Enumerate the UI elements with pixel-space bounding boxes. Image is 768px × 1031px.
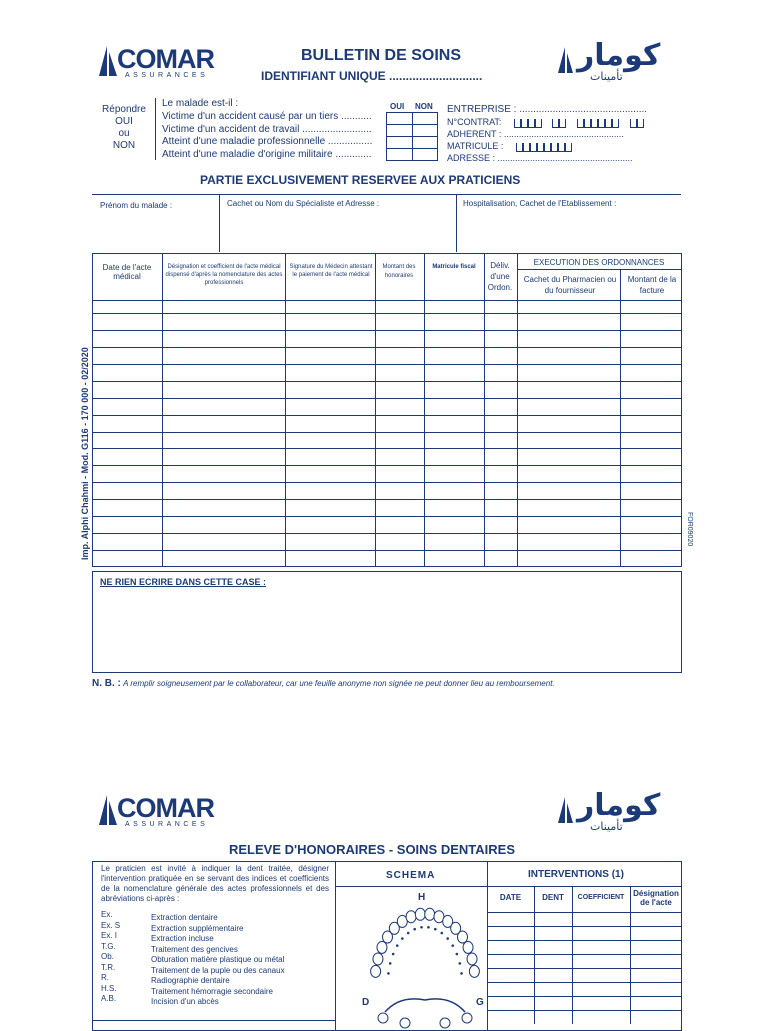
entreprise-field[interactable]: ENTREPRISE : .............................................. — [447, 104, 648, 115]
header-date: Date de l'acte médical — [102, 263, 152, 281]
tooth-number-dot — [456, 953, 459, 956]
tooth-icon[interactable] — [378, 1013, 388, 1023]
schema-d: D — [362, 997, 370, 1008]
checkbox-oui[interactable] — [387, 113, 413, 125]
cachet-label: Cachet ou Nom du Spécialiste et Adresse : — [227, 199, 380, 208]
prenom-label: Prénom du malade : — [100, 201, 173, 210]
column-divider — [572, 886, 573, 1024]
question-item: Atteint d'une maladie d'origine militaire ............. — [162, 148, 372, 160]
tooth-icon[interactable] — [458, 931, 468, 943]
header-designation: Désignation et coefficient de l'acte médical dispensé d'après la nomenclature des actes professionnels — [165, 264, 283, 286]
table-row[interactable] — [92, 465, 682, 466]
sail-icon — [95, 44, 119, 78]
checkbox-non[interactable] — [412, 149, 438, 161]
abbreviation-labels — [151, 913, 285, 1008]
table-row[interactable] — [487, 996, 682, 997]
abbr-code: R. — [101, 973, 109, 982]
abbr-label: Incision d'un abcès — [151, 997, 219, 1006]
header-montant-facture: Montant de la facture — [627, 275, 677, 295]
column-divider — [620, 269, 621, 567]
respond-ou: ou — [118, 128, 130, 139]
abbr-label: Radiographie dentaire — [151, 976, 230, 985]
tooth-number-dot — [401, 937, 404, 940]
respond-non: NON — [112, 140, 136, 151]
contrat-row — [447, 116, 647, 128]
header-divider — [517, 269, 682, 270]
identifier-field[interactable]: IDENTIFIANT UNIQUE ............................ — [261, 69, 483, 83]
header-montant: Montant des honoraires — [382, 264, 416, 279]
tooth-number-dot — [451, 944, 454, 947]
adresse-field[interactable]: ADRESSE : ...................................................... — [447, 153, 633, 163]
brand-subtitle: ASSURANCES — [125, 72, 209, 79]
checkbox-oui[interactable] — [387, 137, 413, 149]
interventions-col-header: Désignation de l'acte — [633, 889, 679, 907]
question-item: Victime d'un accident causé par un tiers ........... — [162, 111, 372, 122]
divider — [92, 194, 681, 195]
col-non: NON — [415, 102, 433, 111]
brand-arabic-name: كومار — [577, 788, 661, 823]
schema-h: H — [418, 892, 426, 903]
interventions-grid — [487, 886, 682, 1024]
tooth-icon[interactable] — [463, 941, 473, 953]
comar-logo — [95, 793, 225, 833]
tooth-icon[interactable] — [377, 941, 387, 953]
arabic-logo — [555, 790, 675, 840]
column-divider — [375, 253, 376, 567]
column-divider — [484, 253, 485, 567]
tooth-icon[interactable] — [467, 953, 477, 965]
header-signature: Signature du Médecin attestant le paiement de l'acte médical — [289, 264, 373, 278]
table-row[interactable] — [487, 1010, 682, 1011]
page-title: BULLETIN DE SOINS — [301, 47, 462, 64]
interventions-col-header: DATE — [499, 893, 522, 902]
respond-oui: OUI — [115, 116, 133, 127]
abbr-label: Traitement hémorragie secondaire — [151, 986, 273, 996]
tooth-number-dot — [407, 932, 410, 935]
column-divider — [517, 253, 518, 567]
divider — [92, 1020, 335, 1021]
column-divider — [534, 886, 535, 1024]
tooth-number-dot — [459, 962, 462, 965]
divider — [456, 194, 457, 252]
table-row[interactable] — [92, 432, 682, 433]
tooth-number-dot — [460, 972, 463, 975]
form-code: FOR09020 — [686, 512, 693, 547]
acts-table — [92, 253, 682, 567]
table-row[interactable] — [487, 940, 682, 941]
column-divider — [424, 253, 425, 567]
tooth-number-dot — [420, 926, 423, 929]
tooth-number-dot — [387, 972, 390, 975]
note-label: N. B. : — [92, 678, 121, 689]
abbr-code: Ex. S — [101, 920, 121, 930]
dental-title: RELEVE D'HONORAIRES - SOINS DENTAIRES — [229, 842, 515, 857]
divider — [219, 194, 220, 252]
question-item: Victime d'un accident de travail ......................... — [162, 123, 372, 135]
tooth-number-dot — [427, 926, 430, 929]
tooth-number-dot — [389, 962, 392, 965]
table-row[interactable] — [487, 926, 682, 927]
header-divider — [92, 313, 682, 314]
header-cachet-pharmacien: Cachet du Pharmacien ou du fournisseur — [523, 275, 617, 295]
table-row[interactable] — [92, 533, 682, 534]
interventions-col-header: DENT — [542, 893, 564, 902]
no-write-label: NE RIEN ECRIRE DANS CETTE CASE : — [100, 577, 267, 587]
brand-name: COMAR — [117, 793, 214, 823]
table-row[interactable] — [92, 499, 682, 500]
column-divider — [285, 253, 286, 567]
checkbox-oui[interactable] — [387, 125, 413, 137]
respond-text: Répondre — [102, 104, 146, 115]
brand-name: COMAR — [117, 44, 214, 74]
oui-non-grid — [386, 112, 438, 161]
table-row[interactable] — [487, 968, 682, 969]
table-row[interactable] — [487, 954, 682, 955]
table-row[interactable] — [487, 982, 682, 983]
contrat-label: N°CONTRAT: — [447, 117, 502, 127]
sail-icon — [555, 45, 575, 75]
checkbox-oui[interactable] — [387, 149, 413, 161]
header-deliv: Déliv. d'une Ordon. — [487, 261, 513, 292]
table-row[interactable] — [92, 330, 682, 331]
company-info — [447, 104, 647, 164]
col-oui: OUI — [390, 102, 405, 111]
tooth-icon[interactable] — [371, 965, 381, 977]
header-execution: EXECUTION DES ORDONNANCES — [533, 258, 665, 267]
note-text: A remplir soigneusement par le collaborateur, car une feuille anonyme non signée ne peut donner lieu au remboursement. — [123, 679, 555, 688]
abbr-label: Extraction dentaire — [151, 913, 218, 922]
table-row[interactable] — [92, 347, 682, 348]
tooth-icon[interactable] — [373, 953, 383, 965]
abbr-code: T.R. — [101, 962, 116, 972]
tooth-number-dot — [392, 953, 395, 956]
sail-icon — [555, 795, 575, 825]
column-divider — [162, 253, 163, 567]
print-info: Imp. Alphi Chahmi - Mod. G116 - 170 000 - 02/2020 — [80, 347, 90, 560]
brand-arabic-name: كومار — [577, 38, 661, 73]
brand-subtitle: ASSURANCES — [125, 821, 209, 828]
abbr-label: Extraction supplémentaire — [151, 923, 244, 933]
abbr-code: H.S. — [101, 983, 117, 993]
header-matricule: Matricule fiscal — [432, 264, 476, 270]
adherent-field[interactable]: ADHERENT : ................................................ — [447, 129, 624, 139]
note — [92, 678, 555, 689]
table-row[interactable] — [92, 482, 682, 483]
comar-logo — [95, 44, 225, 84]
matricule-boxes[interactable] — [516, 141, 572, 151]
question-list — [162, 111, 372, 161]
brand-arabic-subtitle: تأمينات — [590, 820, 623, 833]
table-row[interactable] — [92, 448, 682, 449]
tooth-icon[interactable] — [462, 1013, 472, 1023]
dental-instructions: Le praticien est invité à indiquer la dent traitée, désigner l'intervention pratiquée en se servant des indices et coefficients de la nomenclature générale des actes professionnels et des abréviations ci-après : — [101, 864, 329, 903]
tooth-icon[interactable] — [415, 908, 425, 920]
tooth-icon[interactable] — [400, 1018, 410, 1028]
tooth-icon[interactable] — [425, 908, 435, 920]
abbreviation-codes — [101, 910, 120, 1005]
checkbox-non[interactable] — [412, 113, 438, 125]
tooth-number-dot — [413, 928, 416, 931]
tooth-number-dot — [446, 937, 449, 940]
abbr-code: T.G. — [101, 941, 116, 951]
checkbox-non[interactable] — [412, 125, 438, 137]
table-row[interactable] — [92, 516, 682, 517]
table-row[interactable] — [92, 381, 682, 382]
header-divider — [92, 300, 682, 301]
divider — [155, 98, 156, 160]
interventions-col-header: COEFFICIENT — [577, 894, 625, 901]
practitioners-title: PARTIE EXCLUSIVEMENT RESERVEE AUX PRATICIENS — [200, 173, 521, 187]
tooth-icon[interactable] — [469, 965, 479, 977]
table-row[interactable] — [92, 550, 682, 551]
questionnaire-intro: Le malade est-il : — [162, 98, 239, 109]
matricule-label: MATRICULE : — [447, 141, 504, 151]
schema-label: SCHEMA — [386, 870, 436, 881]
abbr-code: A.B. — [101, 994, 117, 1003]
respond-label — [96, 104, 152, 152]
tooth-icon[interactable] — [406, 911, 416, 923]
arabic-logo — [555, 40, 675, 90]
contrat-boxes[interactable] — [514, 117, 644, 127]
table-row[interactable] — [92, 398, 682, 399]
matricule-row — [447, 140, 647, 152]
interventions-label: INTERVENTIONS (1) — [528, 869, 624, 880]
abbr-label: Traitement de la puple ou des canaux — [151, 965, 285, 975]
table-row[interactable] — [487, 912, 682, 913]
tooth-number-dot — [440, 932, 443, 935]
abbr-code: Ex. — [101, 910, 113, 919]
brand-arabic-subtitle: تأمينات — [590, 70, 623, 83]
abbr-label: Obturation matière plastique ou métal — [151, 955, 285, 964]
tooth-number-dot — [434, 928, 437, 931]
hospitalisation-label: Hospitalisation, Cachet de l'Etablissement : — [463, 199, 617, 208]
abbr-label: Extraction incluse — [151, 934, 214, 943]
dental-schema-icon[interactable] — [365, 900, 485, 1030]
tooth-number-dot — [396, 944, 399, 947]
schema-g: G — [476, 997, 484, 1008]
abbr-label: Traitement des gencives — [151, 944, 238, 954]
checkbox-non[interactable] — [412, 137, 438, 149]
question-item: Atteint d'une maladie professionnelle ................ — [162, 136, 373, 147]
table-row[interactable] — [92, 364, 682, 365]
sail-icon — [95, 793, 119, 827]
tooth-icon[interactable] — [440, 1018, 450, 1028]
table-row[interactable] — [92, 415, 682, 416]
abbr-code: Ob. — [101, 952, 114, 961]
abbr-code: Ex. I — [101, 931, 118, 940]
